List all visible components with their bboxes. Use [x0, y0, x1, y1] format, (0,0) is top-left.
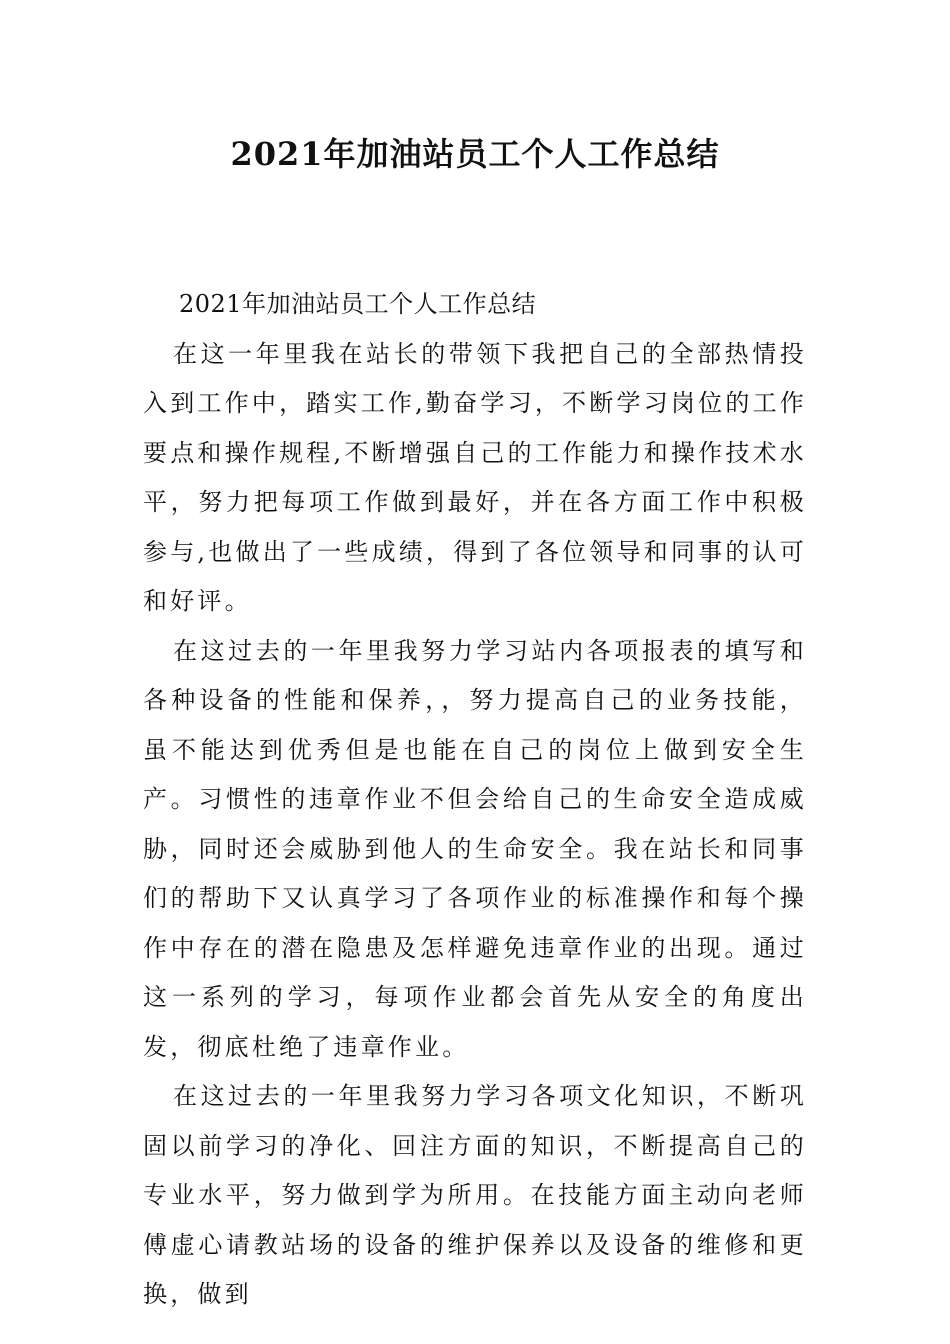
paragraph-1: 在这一年里我在站长的带领下我把自己的全部热情投入到工作中，踏实工作,勤奋学习，不断学习岗位的工作要点和操作规程,不断增强自己的工作能力和操作技术水平，努力把每项工作做到最好，并在各方面工作中积极参与,也做出了一些成绩，得到了各位领导和同事的认可和好评。 — [143, 339, 807, 615]
paragraph-2: 在这过去的一年里我努力学习站内各项报表的填写和各种设备的性能和保养，，努力提高自己的业务技能，虽不能达到优秀但是也能在自己的岗位上做到安全生产。习惯性的违章作业不但会给自己的生命安全造成威胁，同时还会威胁到他人的生命安全。我在站长和同事们的帮助下又认真学习了各项作业的标准操作和每个操作中存在的潜在隐患及怎样避免违章作业的出现。通过这一系列的学习，每项作业都会首先从安全的角度出发，彻底杜绝了违章作业。 — [143, 636, 807, 1061]
document-subtitle: 2021年加油站员工个人工作总结 — [179, 290, 537, 318]
paragraph-3: 在这过去的一年里我努力学习各项文化知识，不断巩固以前学习的净化、回注方面的知识，不断提高自己的专业水平，努力做到学为所用。在技能方面主动向老师傅虚心请教站场的设备的维护保养以及设备的维修和更换，做到 — [143, 1082, 807, 1308]
document-body — [143, 280, 807, 1320]
document-title: 2021年加油站员工个人工作总结 — [230, 135, 720, 173]
